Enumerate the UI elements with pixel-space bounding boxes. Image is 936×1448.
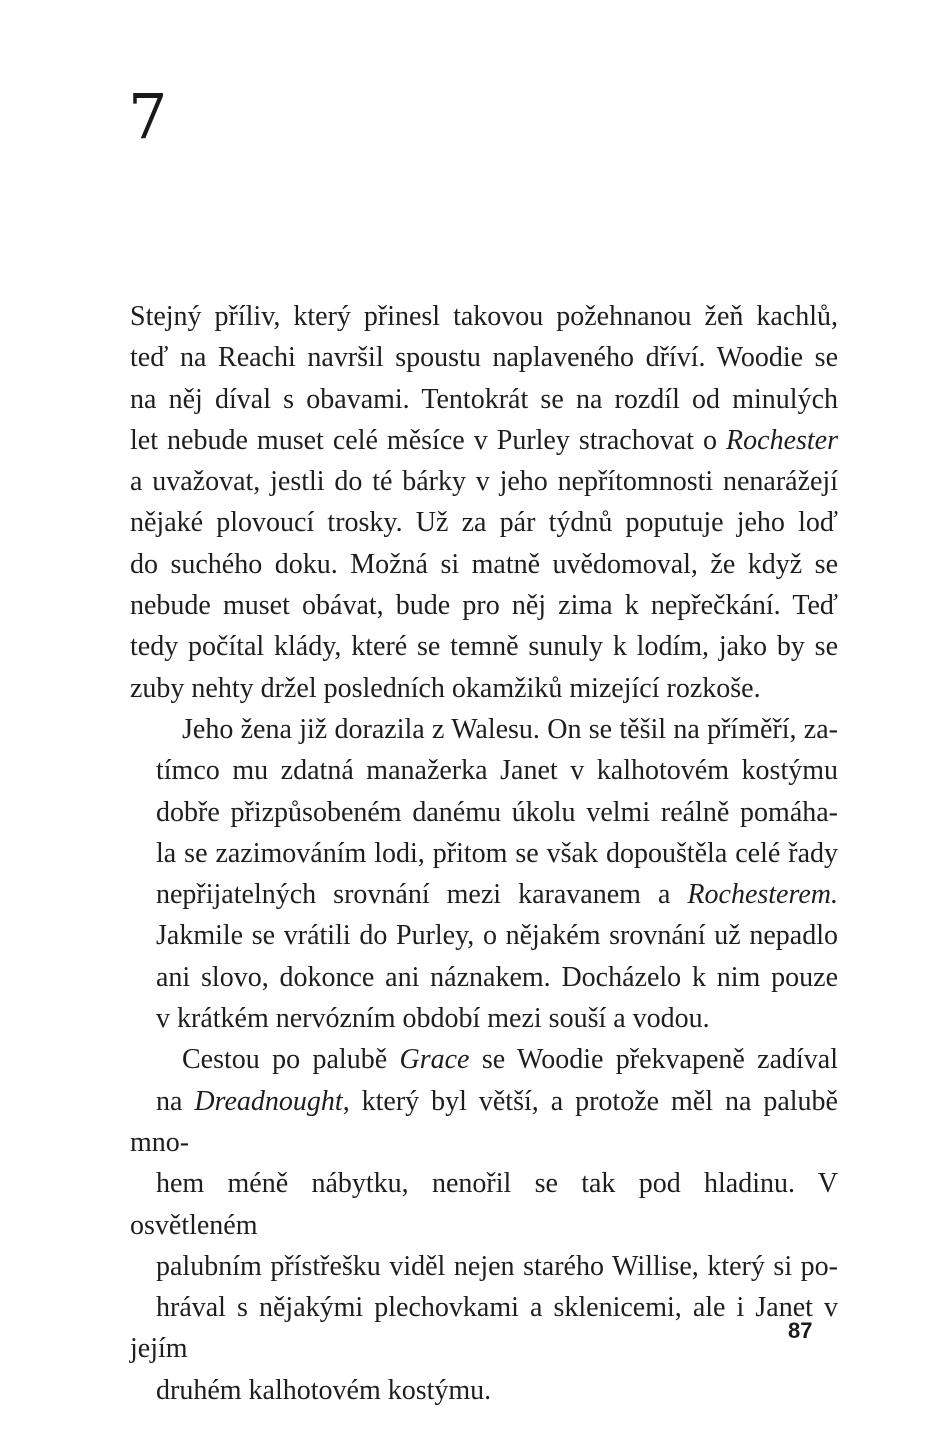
text-line <box>130 379 838 420</box>
text-line <box>130 1039 838 1080</box>
text-segment: let nebude muset celé měsíce v Purley strachovat o <box>130 424 727 456</box>
text-segment: Jakmile se vrátili do Purley, o nějakém srovnání už nepadlo <box>156 920 838 952</box>
text-line <box>130 1246 838 1287</box>
text-line <box>130 874 838 915</box>
text-segment: tedy počítal klády, které se temně sunuly k lodím, jako by se <box>130 631 838 663</box>
chapter-body <box>130 296 838 1411</box>
text-line <box>130 502 838 543</box>
text-segment: Jeho žena již dorazila z Walesu. On se těšil na příměří, za- <box>182 713 838 745</box>
text-line <box>130 833 838 874</box>
text-segment: tímco mu zdatná manažerka Janet v kalhotovém kostýmu <box>156 755 838 787</box>
text-segment: Stejný příliv, který přinesl takovou požehnanou žeň kachlů, <box>130 301 838 332</box>
text-line <box>130 544 838 585</box>
paragraph <box>130 296 838 709</box>
text-line <box>130 668 838 709</box>
text-segment: hrával s nějakými plechovkami a sklenicemi, ale i Janet v jejím <box>130 1292 838 1365</box>
text-segment: se Woodie překvapeně zadíval <box>469 1044 839 1076</box>
text-line <box>130 957 838 998</box>
text-segment: na <box>156 1085 195 1117</box>
text-segment: palubním přístřešku viděl nejen starého Willise, který si po- <box>156 1250 838 1282</box>
text-line <box>130 1163 838 1246</box>
italic-text: Dreadnought <box>194 1085 343 1117</box>
text-line <box>130 750 838 791</box>
text-segment: hem méně nábytku, nenořil se tak pod hladinu. V osvětleném <box>130 1168 838 1241</box>
text-segment: druhém kalhotovém kostýmu. <box>156 1374 492 1406</box>
text-line <box>130 420 838 461</box>
italic-text: Rochester <box>726 424 838 456</box>
text-segment: teď na Reachi navršil spoustu naplaveného dříví. Woodie se <box>130 342 838 374</box>
paragraph <box>130 709 838 1039</box>
text-segment: a uvažovat, jestli do té bárky v jeho nepřítomnosti nenarážejí <box>130 466 838 498</box>
text-line <box>130 296 838 337</box>
chapter-number: 7 <box>128 80 168 153</box>
text-line <box>130 585 838 626</box>
italic-text: Rochesterem. <box>687 879 838 911</box>
text-line <box>130 1287 838 1370</box>
paragraph <box>130 1039 838 1411</box>
text-line <box>130 337 838 378</box>
text-line <box>130 1370 838 1411</box>
text-segment: do suchého doku. Možná si matně uvědomoval, že když se <box>130 548 838 580</box>
italic-text: Grace <box>399 1044 470 1076</box>
text-segment: na něj díval s obavami. Tentokrát se na rozdíl od minulých <box>130 383 838 415</box>
text-segment: zuby nehty držel posledních okamžiků mizející rozkoše. <box>130 672 761 704</box>
text-line <box>130 626 838 667</box>
text-segment: nějaké plovoucí trosky. Už za pár týdnů poputuje jeho loď <box>130 507 838 539</box>
text-line <box>130 915 838 956</box>
text-line <box>130 998 838 1039</box>
text-segment: , který byl větší, a protože měl na palubě mno- <box>130 1085 838 1158</box>
text-segment: ani slovo, dokonce ani náznakem. Docházelo k nim pouze <box>156 961 838 993</box>
page-number: 87 <box>788 1318 813 1343</box>
text-segment: Cestou po palubě <box>182 1044 400 1076</box>
text-segment: v krátkém nervózním období mezi souší a vodou. <box>156 1003 710 1035</box>
text-line <box>130 792 838 833</box>
text-line <box>130 709 838 750</box>
text-segment: nepřijatelných srovnání mezi karavanem a <box>156 879 688 911</box>
text-line <box>130 461 838 502</box>
text-segment: la se zazimováním lodi, přitom se však dopouštěla celé řady <box>156 837 838 869</box>
text-segment: dobře přizpůsobeném danému úkolu velmi reálně pomáha- <box>156 796 838 828</box>
text-line <box>130 1081 838 1164</box>
text-segment: nebude muset obávat, bude pro něj zima k nepřečkání. Teď <box>130 590 838 622</box>
